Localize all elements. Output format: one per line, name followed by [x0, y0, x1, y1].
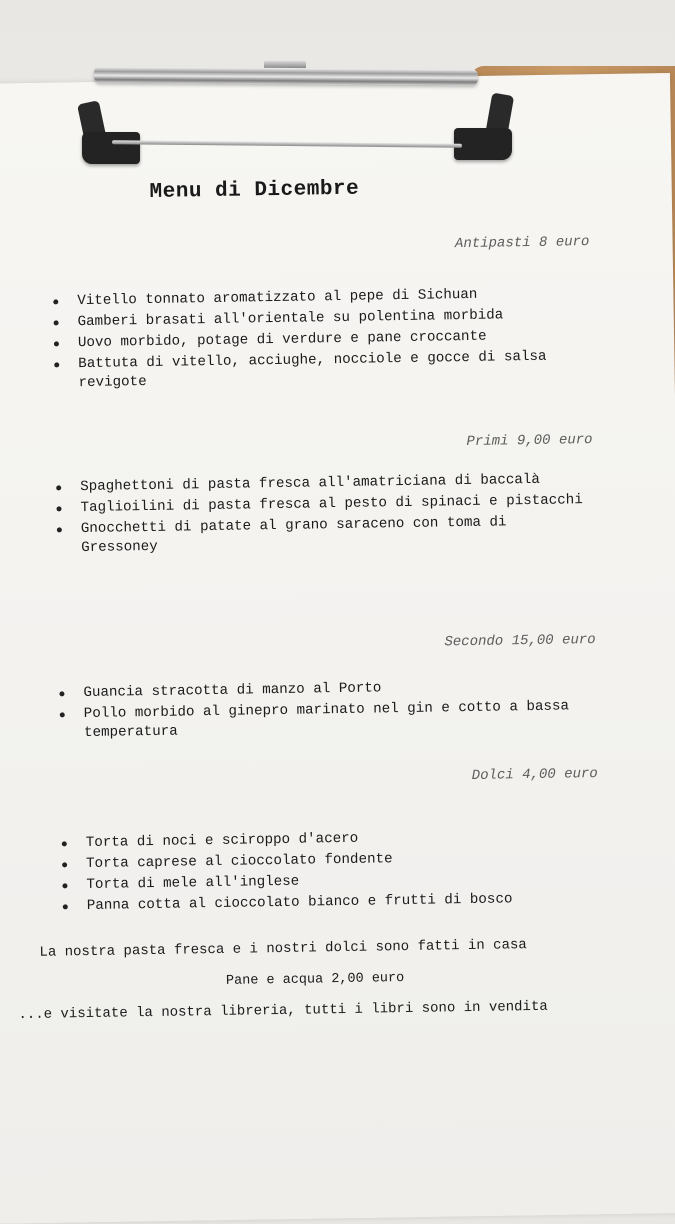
section-list-primi — [54, 470, 615, 561]
bullet-icon — [57, 527, 62, 532]
bullet-icon — [54, 341, 59, 346]
section-list-dolci — [60, 826, 621, 919]
section-heading-dolci: Dolci 4,00 euro — [471, 765, 598, 784]
bullet-icon — [53, 299, 58, 304]
bullet-icon — [62, 841, 67, 846]
bullet-icon — [62, 883, 67, 888]
list-item: Torta caprese al cioccolato fondente — [60, 847, 620, 875]
list-item: Spaghettoni di pasta fresca all'amatriciana di baccalà — [54, 471, 550, 498]
bullet-icon — [56, 506, 61, 511]
list-item: Taglioilini di pasta fresca al pesto di spinaci e pistacchi — [54, 491, 590, 518]
footer-homemade: La nostra pasta fresca e i nostri dolci sono fatti in casa — [39, 937, 527, 961]
list-item: Torta di mele all'inglese — [60, 868, 620, 896]
section-list-antipasti — [51, 284, 613, 396]
list-item: Torta di noci e sciroppo d'acero — [60, 826, 620, 854]
bullet-icon — [54, 362, 59, 367]
list-item: Battuta di vitello, acciughe, nocciole e gocce di salsa revigote — [52, 347, 569, 393]
footer-bookshop: ...e visitate la nostra libreria, tutti i libri sono in vendita — [18, 998, 548, 1024]
list-item: Gnocchetti di patate al grano saraceno con toma di Gressoney — [55, 512, 592, 558]
list-item: Pollo morbido al ginepro marinato nel gin e cotto a bassa temperatura — [58, 697, 625, 744]
bullet-icon — [56, 485, 61, 490]
footer-bread-water: Pane e acqua 2,00 euro — [225, 971, 405, 989]
list-item: Panna cotta al cioccolato bianco e frutti di bosco — [61, 889, 621, 917]
section-heading-primi: Primi 9,00 euro — [466, 432, 593, 450]
section-heading-antipasti: Antipasti 8 euro — [454, 234, 590, 253]
section-list-secondo — [57, 676, 618, 746]
bullet-icon — [54, 320, 59, 325]
bullet-icon — [60, 712, 65, 717]
list-item: Gamberi brasati all'orientale su polentina morbida — [51, 305, 611, 333]
bullet-icon — [63, 904, 68, 909]
bullet-icon — [62, 862, 67, 867]
list-item: Vitello tonnato aromatizzato al pepe di Sichuan — [51, 284, 611, 312]
bullet-icon — [59, 691, 64, 696]
list-item: Uovo morbido, potage di verdure e pane croccante — [52, 326, 612, 354]
list-item: Guancia stracotta di manzo al Porto — [57, 676, 617, 704]
menu-title: Menu di Dicembre — [149, 177, 360, 204]
section-heading-secondo: Secondo 15,00 euro — [444, 631, 596, 651]
